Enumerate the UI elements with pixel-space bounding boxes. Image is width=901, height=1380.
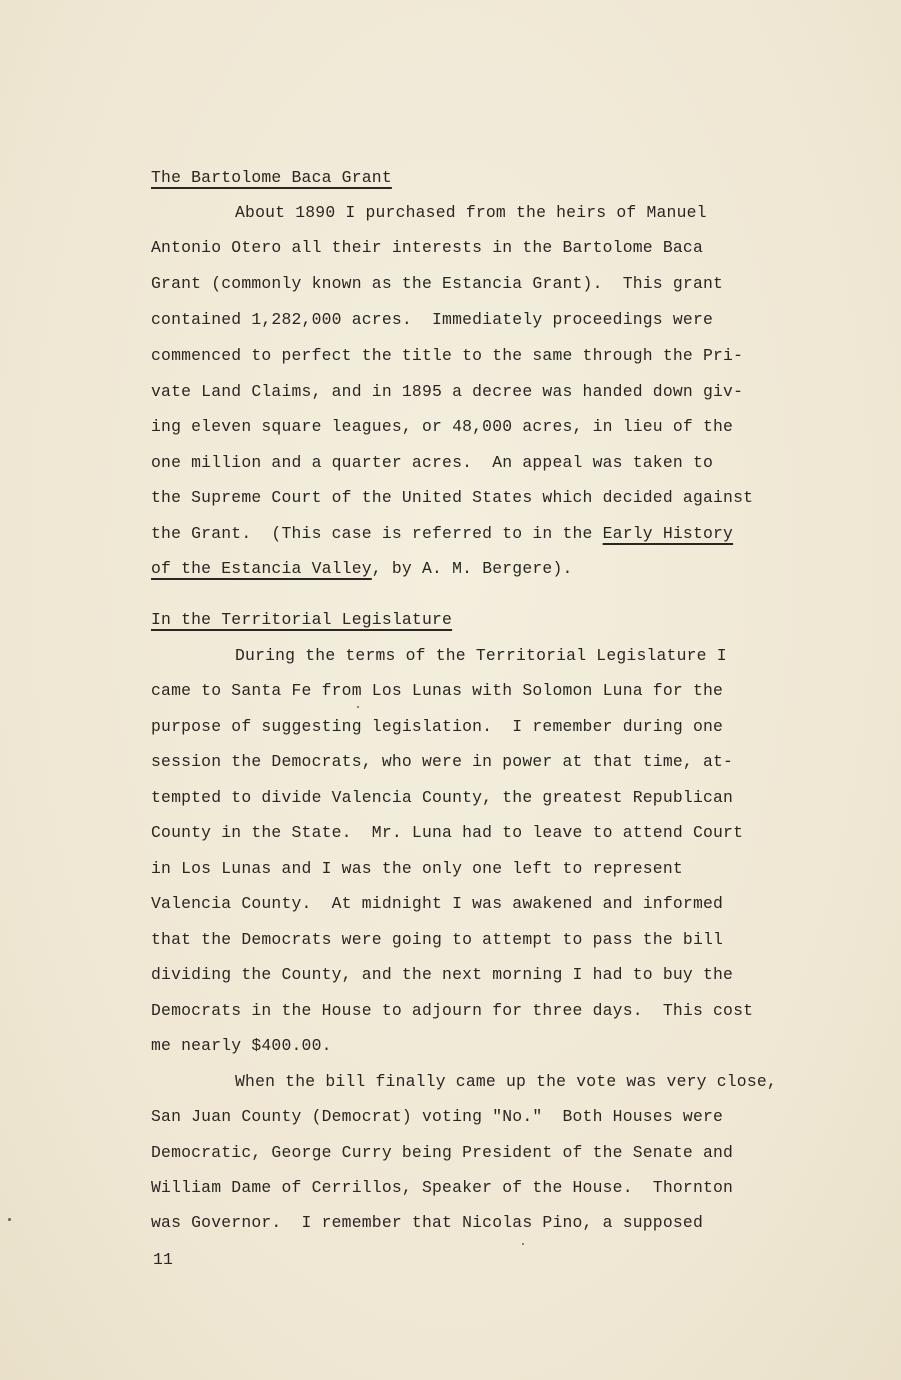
text-line: commenced to perfect the title to the same through the Pri- xyxy=(151,346,744,365)
text-line: When the bill finally came up the vote was very close, xyxy=(235,1072,777,1091)
text-line: About 1890 I purchased from the heirs of Manuel xyxy=(235,203,707,222)
text-line: in Los Lunas and I was the only one left to represent xyxy=(151,859,683,878)
paper-speck xyxy=(357,706,359,708)
section-heading-territorial-legislature: In the Territorial Legislature xyxy=(151,610,453,629)
text-line: that the Democrats were going to attempt to pass the bill xyxy=(151,930,724,949)
book-title: Early History xyxy=(602,524,734,543)
text-line: dividing the County, and the next morning I had to buy the xyxy=(151,965,734,984)
text-line: purpose of suggesting legislation. I remember during one xyxy=(151,717,724,736)
text-line xyxy=(151,516,733,552)
text-line: tempted to divide Valencia County, the greatest Republican xyxy=(151,788,734,807)
book-title: of the Estancia Valley xyxy=(151,559,372,578)
text-line: During the terms of the Territorial Legislature I xyxy=(235,646,727,665)
section-heading-bartolome-baca-grant: The Bartolome Baca Grant xyxy=(151,168,392,187)
text-line: one million and a quarter acres. An appeal was taken to xyxy=(151,453,714,472)
text-line: came to Santa Fe from Los Lunas with Solomon Luna for the xyxy=(151,681,724,700)
text-line: Grant (commonly known as the Estancia Grant). This grant xyxy=(151,274,724,293)
paper-speck xyxy=(522,1243,524,1245)
text-fragment: the Grant. (This case is referred to in the xyxy=(151,524,603,543)
text-line: contained 1,282,000 acres. Immediately proceedings were xyxy=(151,310,714,329)
text-line: vate Land Claims, and in 1895 a decree was handed down giv- xyxy=(151,382,744,401)
text-fragment: , by A. M. Bergere). xyxy=(371,559,573,578)
text-line: Democratic, George Curry being President of the Senate and xyxy=(151,1143,734,1162)
text-line: Antonio Otero all their interests in the Bartolome Baca xyxy=(151,238,703,257)
page-number: 11 xyxy=(153,1250,174,1269)
text-line: Valencia County. At midnight I was awakened and informed xyxy=(151,894,724,913)
text-line: San Juan County (Democrat) voting "No." Both Houses were xyxy=(151,1107,724,1126)
text-line: session the Democrats, who were in power at that time, at- xyxy=(151,752,734,771)
paper-speck xyxy=(8,1218,11,1221)
text-line: Democrats in the House to adjourn for three days. This cost xyxy=(151,1001,754,1020)
text-line: me nearly $400.00. xyxy=(151,1036,332,1055)
text-line: County in the State. Mr. Luna had to leave to attend Court xyxy=(151,823,744,842)
text-line: William Dame of Cerrillos, Speaker of the House. Thornton xyxy=(151,1178,734,1197)
text-line xyxy=(151,551,573,587)
text-line: was Governor. I remember that Nicolas Pino, a supposed xyxy=(151,1213,703,1232)
text-line: ing eleven square leagues, or 48,000 acres, in lieu of the xyxy=(151,417,734,436)
text-line: the Supreme Court of the United States which decided against xyxy=(151,488,754,507)
